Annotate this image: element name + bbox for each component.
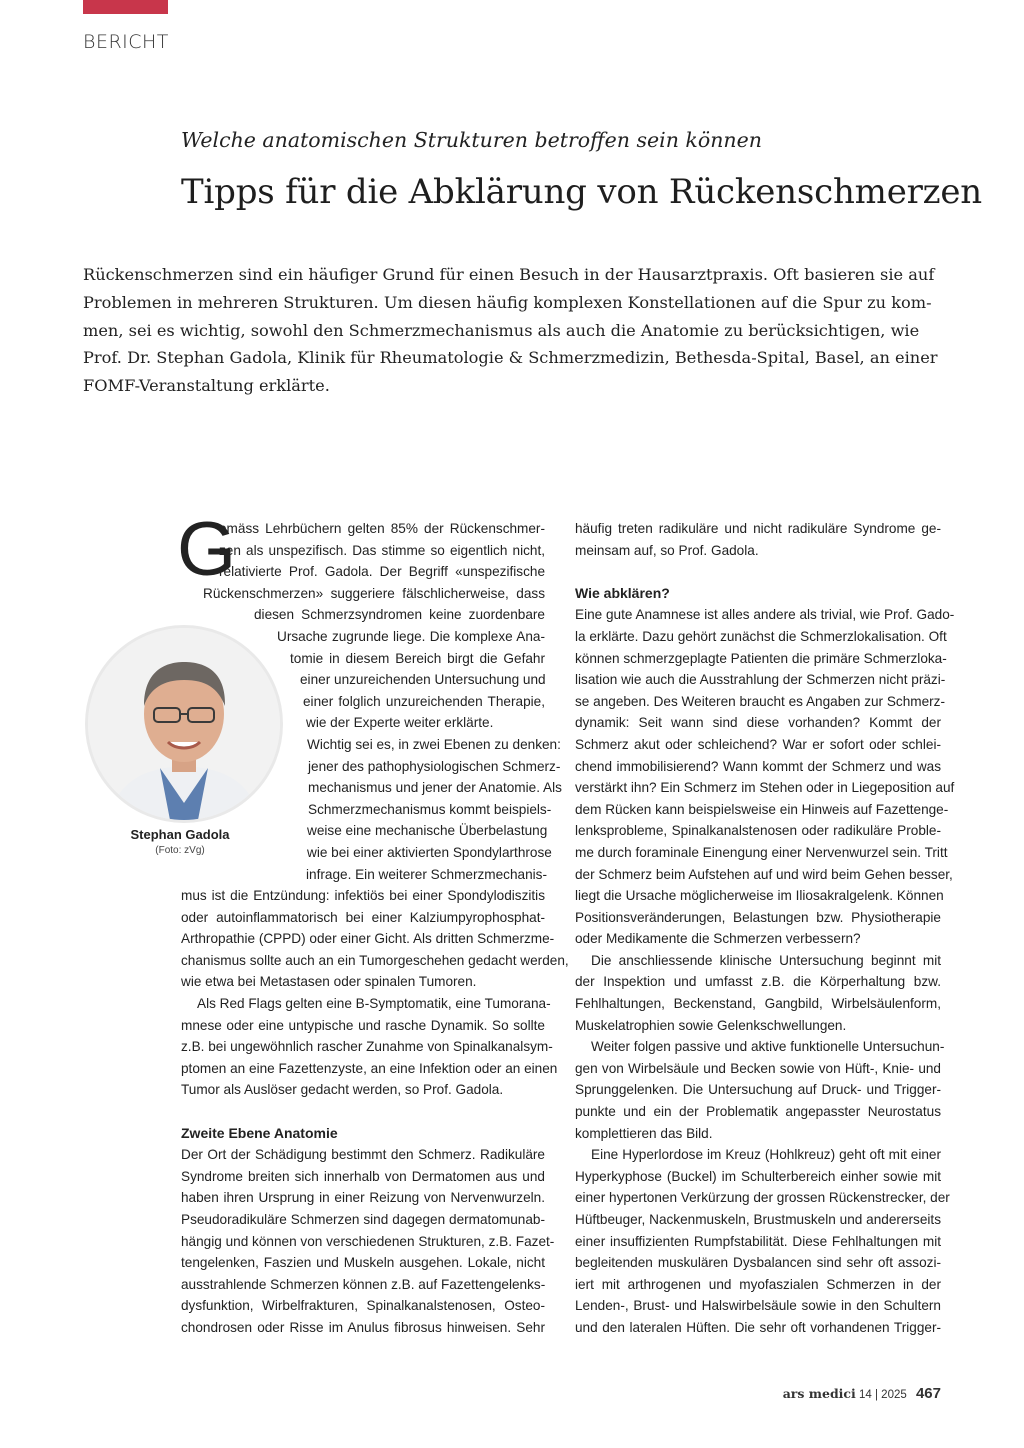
body-line: Positionsveränderungen, Belastungen bzw. Physiotherapie <box>575 909 941 925</box>
body-line: la erklärte. Dazu gehört zunächst die Schmerzlokalisation. Oft <box>575 628 947 644</box>
body-line: haben ihren Ursprung in einer Reizung von Nervenwurzeln. <box>181 1190 545 1206</box>
lead-line: Problemen in mehreren Strukturen. Um diesen häufig komplexen Konstellationen auf die Spur zu kom- <box>83 292 932 312</box>
lead-line: men, sei es wichtig, sowohl den Schmerzmechanismus als auch die Anatomie zu berücksichtigen, wie <box>83 320 920 340</box>
body-line: Wichtig sei es, in zwei Ebenen zu denken: <box>307 736 561 752</box>
body-line: me durch foraminale Einengung einer Nervenwurzel sein. Tritt <box>575 844 948 860</box>
body-line: einer folglich unzureichenden Therapie, <box>303 693 545 709</box>
page-footer <box>783 1385 941 1402</box>
body-line: Arthropathie (CPPD) oder einer Gicht. Als dritten Schmerzme- <box>181 931 555 947</box>
magazine-name: ars medici <box>782 1386 856 1401</box>
right-column <box>575 518 955 1339</box>
left-column <box>181 518 569 1339</box>
body-line: Sprunggelenken. Die Untersuchung auf Druck- und Trigger- <box>575 1082 941 1098</box>
body-line: einer insuffizienten Rumpfstabilität. Diese Fehlhaltungen mit <box>575 1233 941 1249</box>
body-line: se angeben. Des Weiteren braucht es Angaben zur Schmerz- <box>575 693 946 709</box>
body-line: oder Medikamente die Schmerzen verbessern? <box>575 931 861 947</box>
body-line: chondrosen oder Risse im Anulus fibrosus hinweisen. Sehr <box>181 1319 545 1335</box>
body-line: wie bei einer aktivierten Spondylarthrose <box>307 844 552 860</box>
body-line: dysfunktion, Wirbelfrakturen, Spinalkanalstenosen, Osteo- <box>181 1298 545 1314</box>
body-line: Eine Hyperlordose im Kreuz (Hohlkreuz) geht oft mit einer <box>591 1147 941 1163</box>
body-line: infrage. Ein weiterer Schmerzmechanis- <box>306 866 548 882</box>
body-line: hängig und können von verschiedenen Strukturen, z.B. Fazet- <box>181 1233 555 1249</box>
body-line: Schmerzmechanismus kommt beispiels- <box>308 801 552 817</box>
page-number: 467 <box>915 1385 941 1402</box>
body-line: der Inspektion und umfasst z.B. die Körperhaltung bzw. <box>575 974 941 990</box>
body-line: gen von Wirbelsäule und Becken sowie von Hüft-, Knie- und <box>575 1060 941 1076</box>
body-line: und den lateralen Hüften. Die sehr oft vorhandenen Trigger- <box>575 1319 941 1335</box>
body-line: zen als unspezifisch. Das stimme so eigentlich nicht, <box>219 542 545 558</box>
body-line: Ursache zugrunde liege. Die komplexe Ana- <box>277 628 545 644</box>
lead-line: Rückenschmerzen sind ein häufiger Grund für einen Besuch in der Hausarztpraxis. Oft basieren sie auf <box>83 265 935 284</box>
body-line: einer hypertonen Verkürzung der grossen Rückenstrecker, der <box>575 1190 950 1206</box>
body-line: wie der Experte weiter erklärte. <box>306 715 494 731</box>
body-line: mechanismus und jener der Anatomie. Als <box>308 780 562 796</box>
body-line: Rückenschmerzen» suggeriere fälschlicherweise, dass <box>203 585 545 601</box>
body-line: einer unzureichenden Untersuchung und <box>300 672 546 688</box>
body-line: begleitenden muskulären Dysbalancen sind sehr oft assozi- <box>575 1255 941 1271</box>
body-line: Fehlhaltungen, Beckenstand, Gangbild, Wirbelsäulenform, <box>575 996 941 1012</box>
body-line: ausstrahlende Schmerzen können z.B. auf Fazettengelenks- <box>181 1276 546 1292</box>
body-line: Syndrome breiten sich innerhalb von Dermatomen aus und <box>181 1168 545 1184</box>
body-line: Hyperkyphose (Buckel) im Schulterbereich einher sowie mit <box>575 1168 941 1184</box>
body-line: Eine gute Anamnese ist alles andere als trivial, wie Prof. Gado- <box>575 607 955 623</box>
body-line: Tumor als Auslöser gedacht werden, so Prof. Gadola. <box>181 1082 504 1098</box>
body-line: oder autoinflammatorisch bei einer Kalziumpyrophosphat- <box>181 909 545 925</box>
body-line: Lenden-, Brust- und Halswirbelsäule sowie in den Schultern <box>575 1298 941 1314</box>
lead-line: FOMF-Veranstaltung erklärte. <box>83 376 330 396</box>
body-line: wie etwa bei Metastasen oder spinalen Tumoren. <box>181 974 477 990</box>
body-line: jener des pathophysiologischen Schmerz- <box>308 758 561 774</box>
body-line: weise eine mechanische Überbelastung <box>307 823 548 839</box>
body-line: Muskelatrophien sowie Gelenkschwellungen. <box>575 1017 847 1033</box>
body-line: relativierte Prof. Gadola. Der Begriff «unspezifische <box>219 564 545 580</box>
body-line: Pseudoradikuläre Schmerzen sind dagegen dermatomunab- <box>181 1212 545 1227</box>
subheading-how: Wie abklären? <box>575 584 670 601</box>
body-line: Der Ort der Schädigung bestimmt den Schmerz. Radikuläre <box>181 1147 545 1163</box>
body-line: chend immobilisierend? Wann kommt der Schmerz und was <box>575 758 941 774</box>
body-line: verstärkt ihn? Ein Schmerz im Stehen oder in Liegeposition auf <box>575 780 955 796</box>
body-line: lisation wie auch die Ausstrahlung der Schmerzen nicht präzi- <box>575 672 946 688</box>
body-line: der Schmerz beim Aufstehen auf und wird beim Gehen besser, <box>575 866 953 882</box>
body-line: Hüftbeuger, Nackenmuskeln, Brustmuskeln und andererseits <box>575 1212 941 1227</box>
body-line: tengelenken, Faszien und Muskeln ausgehen. Lokale, nicht <box>181 1255 545 1271</box>
photo-credit: (Foto: zVg) <box>155 845 205 856</box>
body-line: z.B. bei ungewöhnlich rascher Zunahme von Spinalkanalsym- <box>181 1039 553 1055</box>
body-line: häufig treten radikuläre und nicht radikuläre Syndrome ge- <box>575 521 941 536</box>
body-line: dem Rücken kann beispielsweise ein Hinweis auf Fazettenge- <box>575 801 949 817</box>
issue-number: 14 | 2025 <box>859 1389 907 1401</box>
section-accent-bar <box>83 0 168 14</box>
body-line: können schmerzgeplagte Patienten die primäre Schmerzloka- <box>575 650 947 666</box>
body-line: mnese oder eine untypische und rasche Dynamik. So sollte <box>181 1017 545 1033</box>
body-line: liegt die Ursache möglicherweise im Iliosakralgelenk. Können <box>575 888 944 904</box>
body-line: diesen Schmerzsyndromen keine zuordenbare <box>254 607 545 623</box>
body-line: punkte und ein der Problematik angepasster Neurostatus <box>575 1104 941 1120</box>
article-kicker: Welche anatomischen Strukturen betroffen sein können <box>181 128 762 152</box>
body-line: tomie in diesem Bereich birgt die Gefahr <box>290 650 545 666</box>
lead-line: Prof. Dr. Stephan Gadola, Klinik für Rheumatologie & Schmerzmedizin, Bethesda-Spital, Basel, an einer <box>83 348 938 368</box>
subheading-anatomy: Zweite Ebene Anatomie <box>181 1124 338 1141</box>
body-line: Die anschliessende klinische Untersuchung beginnt mit <box>591 952 941 968</box>
body-line: chanismus sollte auch an ein Tumorgeschehen gedacht werden, <box>181 952 569 968</box>
body-line: Weiter folgen passive und aktive funktionelle Untersuchun- <box>591 1039 945 1055</box>
section-label: BERICHT <box>83 31 169 53</box>
body-line: ptomen an eine Fazettenzyste, an eine Infektion oder an einen <box>181 1060 558 1076</box>
body-line: Schmerz akut oder schleichend? War er sofort oder schlei- <box>575 736 941 752</box>
body-line: dynamik: Seit wann sind diese vorhanden? Kommt der <box>575 715 941 731</box>
body-line: meinsam auf, so Prof. Gadola. <box>575 542 759 558</box>
article-title: Tipps für die Abklärung von Rückenschmerzen <box>181 172 983 212</box>
body-line: lenksprobleme, Spinalkanalstenosen oder radikuläre Proble- <box>575 823 941 839</box>
body-line: Als Red Flags gelten eine B-Symptomatik, eine Tumorana- <box>197 996 551 1012</box>
body-line: emäss Lehrbüchern gelten 85% der Rückenschmer- <box>219 521 545 536</box>
article-lead <box>83 261 938 400</box>
photo-caption-name: Stephan Gadola <box>130 827 230 842</box>
body-line: iert mit arthrogenen und myofaszialen Schmerzen in der <box>575 1276 941 1292</box>
body-line: komplettieren das Bild. <box>575 1125 713 1141</box>
body-line: mus ist die Entzündung: infektiös bei einer Spondylodiszitis <box>181 888 545 904</box>
drop-cap: G <box>177 507 237 592</box>
